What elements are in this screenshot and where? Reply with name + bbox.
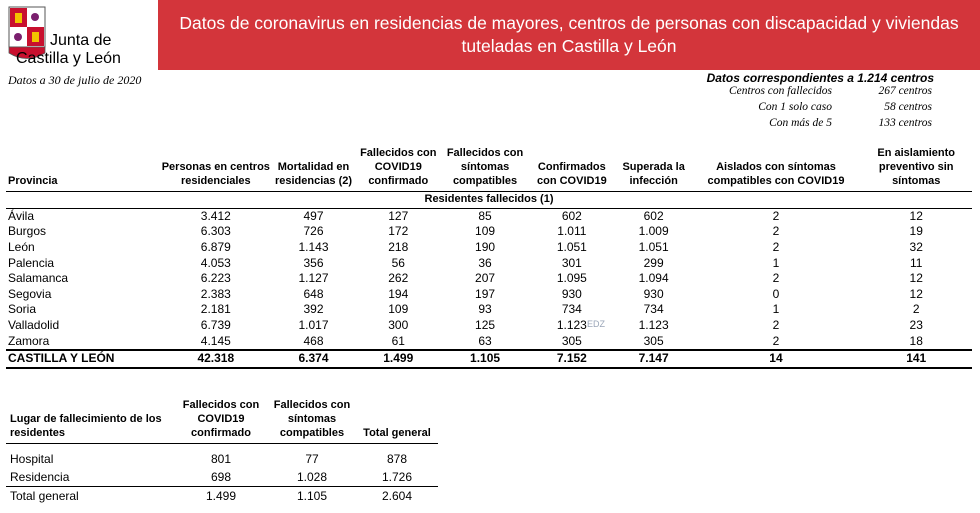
value-cell: 1.095 [556, 271, 587, 286]
total-value: 6.374 [273, 350, 355, 368]
subheader-row [6, 192, 972, 209]
value-cell: 2.383 [200, 286, 231, 301]
table-row [6, 450, 438, 468]
table-header-row [6, 398, 438, 444]
province-cell: Soria [8, 302, 37, 317]
value-cell: 468 [303, 333, 324, 348]
value-cell: 2 [912, 302, 920, 317]
value-cell: 300 [388, 318, 409, 333]
province-cell: Palencia [8, 255, 55, 270]
value-cell: 878 [386, 451, 408, 466]
summary-value: 58 centros [884, 101, 932, 113]
value-cell: 726 [303, 224, 324, 239]
column-header: Lugar de fallecimiento de los residentes [6, 398, 174, 444]
value-cell: 125 [475, 318, 496, 333]
column-header: Superada la infección [616, 146, 692, 192]
column-header: Mortalidad en residencias (2) [273, 146, 355, 192]
residences-table [6, 146, 972, 369]
total-value: 42.318 [159, 350, 273, 368]
total-row [6, 487, 438, 507]
table-row [6, 333, 972, 350]
place-of-death-table [6, 398, 438, 506]
value-cell: 356 [303, 255, 324, 270]
summary-row [700, 117, 960, 133]
value-cell: 648 [303, 286, 324, 301]
value-cell: 2 [772, 318, 780, 333]
summary-label: Con más de 5 [769, 117, 832, 129]
value-cell: 93 [478, 302, 492, 317]
value-cell: 1.094 [638, 271, 669, 286]
value-cell: 4.053 [200, 255, 231, 270]
value-cell: 61 [391, 333, 405, 348]
page-title: Datos de coronavirus en residencias de mayores, centros de personas con discapacidad y viviendas tuteladas en Castilla y León [179, 13, 959, 56]
value-cell: 1 [772, 255, 780, 270]
value-cell: 1.726 [381, 469, 413, 484]
place-cell: Residencia [10, 469, 70, 484]
value-cell: 77 [305, 451, 319, 466]
value-cell: 2 [772, 271, 780, 286]
summary-title: Datos correspondientes a 1.214 centros [706, 71, 934, 85]
value-cell: 602 [561, 208, 582, 223]
value-cell: 1 [772, 302, 780, 317]
column-header: Provincia [6, 146, 159, 192]
value-cell: 0 [772, 286, 780, 301]
value-cell: 2.181 [200, 302, 231, 317]
table-row [6, 318, 972, 334]
province-cell: Zamora [8, 333, 50, 348]
value-cell: 1.127 [298, 271, 329, 286]
value-cell: 56 [391, 255, 405, 270]
province-cell: León [8, 240, 35, 255]
value-cell: 2 [772, 224, 780, 239]
value-cell: 299 [643, 255, 664, 270]
value-cell: 6.879 [200, 240, 231, 255]
summary-label: Centros con fallecidos [728, 85, 832, 97]
value-cell: 11 [909, 255, 923, 270]
summary-label: Con 1 solo caso [758, 101, 832, 113]
value-cell: 23 [909, 318, 923, 333]
total-value: 1.499 [174, 487, 268, 507]
value-cell: 801 [210, 451, 232, 466]
value-cell: 1.051 [638, 240, 669, 255]
province-cell: Segovia [8, 286, 52, 301]
value-cell: 207 [475, 271, 496, 286]
province-cell: Salamanca [8, 271, 69, 286]
table-row [6, 468, 438, 487]
watermark: EDZ [587, 319, 605, 329]
table-row [6, 255, 972, 271]
value-cell: 197 [475, 286, 496, 301]
province-cell: Valladolid [8, 318, 60, 333]
value-cell: 36 [478, 255, 492, 270]
table-header-row [6, 146, 972, 192]
value-cell: 1.123 [556, 318, 587, 333]
province-cell: Burgos [8, 224, 47, 239]
summary-value: 267 centros [878, 85, 932, 97]
value-cell: 218 [388, 240, 409, 255]
value-cell: 6.303 [200, 224, 231, 239]
logo-text-line1: Junta de [50, 32, 112, 49]
value-cell: 194 [388, 286, 409, 301]
column-header: Confirmados con COVID19 [528, 146, 616, 192]
province-cell: Ávila [8, 208, 35, 223]
column-header: Personas en centros residenciales [159, 146, 273, 192]
value-cell: 262 [388, 271, 409, 286]
summary-row [700, 85, 960, 101]
value-cell: 497 [303, 208, 324, 223]
column-header: Fallecidos con COVID19 confirmado [174, 398, 268, 444]
value-cell: 1.051 [556, 240, 587, 255]
value-cell: 2 [772, 240, 780, 255]
value-cell: 12 [909, 286, 923, 301]
total-value: 1.105 [442, 350, 528, 368]
value-cell: 1.009 [638, 224, 669, 239]
value-cell: 2 [772, 333, 780, 348]
column-header: Total general [356, 398, 438, 444]
table-row [6, 224, 972, 240]
total-label: CASTILLA Y LEÓN [6, 350, 159, 368]
page-title-banner [158, 0, 980, 70]
value-cell: 1.017 [298, 318, 329, 333]
value-cell: 127 [388, 208, 409, 223]
column-header: Fallecidos con síntomas compatibles [442, 146, 528, 192]
total-value: 1.105 [268, 487, 356, 507]
value-cell: 930 [643, 286, 664, 301]
value-cell: 1.028 [296, 469, 328, 484]
total-value: 14 [692, 350, 861, 368]
value-cell: 734 [643, 302, 664, 317]
total-value: 7.147 [616, 350, 692, 368]
value-cell: 305 [561, 333, 582, 348]
column-header: En aislamiento preventivo sin síntomas [860, 146, 972, 192]
total-value: 2.604 [356, 487, 438, 507]
value-cell: 1.123 [638, 318, 669, 333]
value-cell: 2 [772, 208, 780, 223]
value-cell: 190 [475, 240, 496, 255]
value-cell: 301 [561, 255, 582, 270]
place-cell: Hospital [10, 451, 54, 466]
total-value: 7.152 [528, 350, 616, 368]
total-row [6, 350, 972, 368]
value-cell: 305 [643, 333, 664, 348]
total-label: Total general [6, 487, 174, 507]
value-cell: 63 [478, 333, 492, 348]
value-cell: 32 [909, 240, 923, 255]
summary-row [700, 101, 960, 117]
summary-value: 133 centros [878, 117, 932, 129]
logo [8, 6, 156, 68]
value-cell: 109 [388, 302, 409, 317]
value-cell: 18 [909, 333, 923, 348]
value-cell: 6.223 [200, 271, 231, 286]
value-cell: 19 [909, 224, 923, 239]
table-row [6, 287, 972, 303]
value-cell: 172 [388, 224, 409, 239]
column-header: Fallecidos con síntomas compatibles [268, 398, 356, 444]
total-value: 1.499 [354, 350, 442, 368]
table-row [6, 208, 972, 224]
value-cell: 392 [303, 302, 324, 317]
value-cell: 85 [478, 208, 492, 223]
value-cell: 3.412 [200, 208, 231, 223]
value-cell: 602 [643, 208, 664, 223]
table-row [6, 302, 972, 318]
value-cell: 12 [909, 208, 923, 223]
value-cell: 930 [561, 286, 582, 301]
value-cell: 698 [210, 469, 232, 484]
column-header: Fallecidos con COVID19 confirmado [354, 146, 442, 192]
subheader: Residentes fallecidos (1) [6, 192, 972, 209]
value-cell: 109 [475, 224, 496, 239]
table-row [6, 240, 972, 256]
summary-box [700, 71, 960, 133]
logo-text-line2: Castilla y León [16, 50, 121, 67]
date-note: Datos a 30 de julio de 2020 [8, 73, 142, 87]
value-cell: 6.739 [200, 318, 231, 333]
value-cell: 1.011 [557, 224, 587, 239]
value-cell: 734 [561, 302, 582, 317]
table-row [6, 271, 972, 287]
column-header: Aislados con síntomas compatibles con COVID19 [692, 146, 861, 192]
value-cell: 12 [909, 271, 923, 286]
total-value: 141 [860, 350, 972, 368]
value-cell: 1.143 [298, 240, 329, 255]
value-cell: 4.145 [200, 333, 231, 348]
